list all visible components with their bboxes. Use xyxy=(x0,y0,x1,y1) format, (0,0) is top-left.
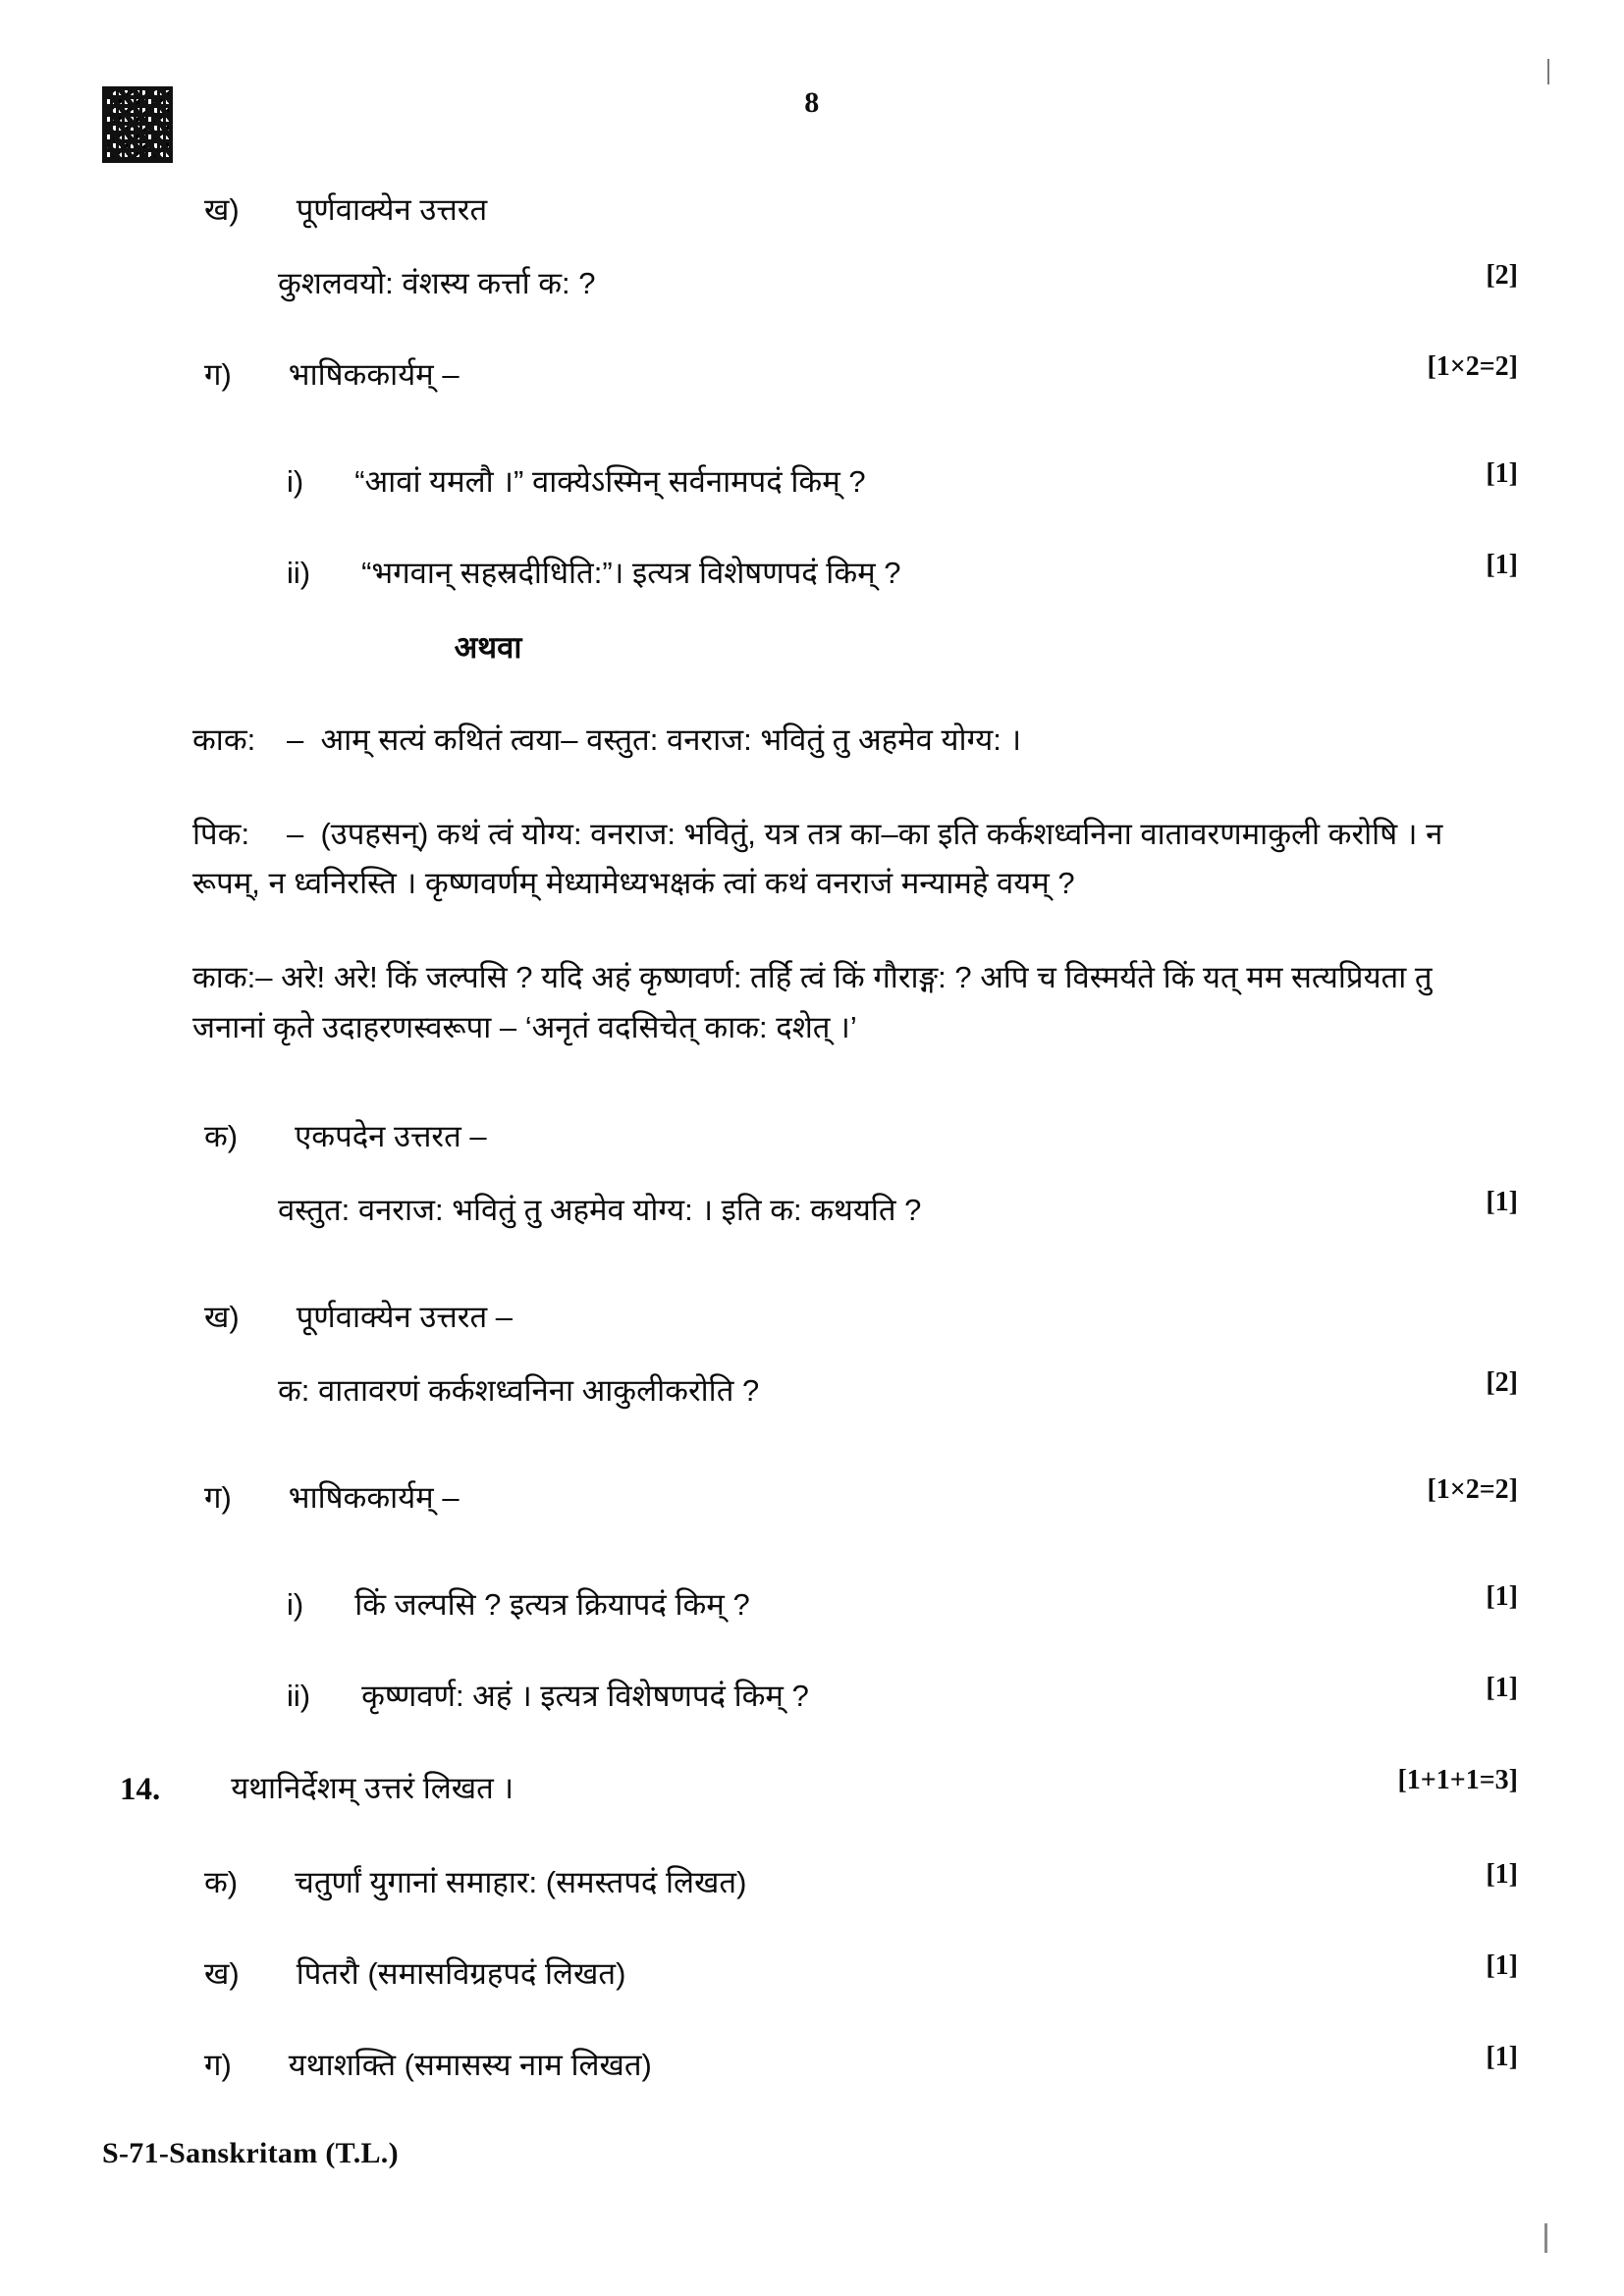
question-13b-label: ख) xyxy=(204,192,240,227)
speaker-name-pika: पिक: xyxy=(192,816,250,851)
question-2a-body xyxy=(0,1187,1624,1233)
speaker-name-kaka-2: काक: xyxy=(192,960,256,995)
dialogue-block xyxy=(0,716,1624,1052)
speaker-name-kaka-1: काक: xyxy=(192,721,256,757)
spacer xyxy=(0,398,1624,458)
dialogue-line-1 xyxy=(192,716,1624,765)
marks-13c: [1×2=2] xyxy=(1427,351,1518,383)
spacer xyxy=(0,1414,1624,1474)
marks-14c: [1] xyxy=(1486,2041,1518,2072)
question-14 xyxy=(0,1765,1624,1814)
question-2c-text: भाषिककार्यम् – xyxy=(288,1480,460,1516)
registration-mark-top xyxy=(1547,59,1549,84)
spacer xyxy=(0,1720,1624,1765)
question-13c-text: भाषिककार्यम् – xyxy=(288,357,460,393)
question-14b-text: पितरौ (समासविग्रहपदं लिखत) xyxy=(296,1955,626,1991)
spacer xyxy=(0,1521,1624,1581)
question-2b-question: क: वातावरणं कर्कशध्वनिना आकुलीकरोति ? xyxy=(278,1373,760,1409)
question-13b-body xyxy=(0,260,1624,306)
question-14c-text: यथाशक्ति (समासस्य नाम लिखत) xyxy=(288,2047,652,2082)
page-number: 8 xyxy=(804,86,820,119)
question-2b-body xyxy=(0,1367,1624,1414)
question-2a-label: क) xyxy=(204,1118,239,1153)
marks-14b: [1] xyxy=(1486,1949,1518,1981)
marks-13c-ii: [1] xyxy=(1486,550,1518,581)
marks-2b: [2] xyxy=(1486,1367,1518,1399)
spacer xyxy=(0,1997,1624,2042)
question-13c-i xyxy=(0,458,1624,505)
marks-13b: [2] xyxy=(1486,260,1518,292)
spacer xyxy=(0,1233,1624,1294)
dialogue-text-1: आम् सत्यं कथितं त्वया– वस्तुत: वनराज: भवितुं तु अहमेव योग्य: । xyxy=(320,721,1022,757)
question-13c-i-text: “आवां यमलौ ।” वाक्येऽस्मिन् सर्वनामपदं किम् ? xyxy=(354,464,866,500)
question-14b xyxy=(0,1950,1624,1997)
marks-13c-i: [1] xyxy=(1486,458,1518,490)
question-2c-i-text: किं जल्पसि ? इत्यत्र क्रियापदं किम् ? xyxy=(354,1587,750,1623)
dialogue-line-3 xyxy=(192,953,1624,1051)
question-2c xyxy=(0,1474,1624,1521)
spacer xyxy=(0,1159,1624,1187)
question-2b-label: ख) xyxy=(204,1299,240,1334)
question-13b xyxy=(0,187,1624,233)
marks-14a: [1] xyxy=(1486,1858,1518,1890)
spacer xyxy=(192,765,1624,810)
question-14c xyxy=(0,2042,1624,2088)
question-2b-text: पूर्णवाक्येन उत्तरत – xyxy=(296,1299,513,1334)
marks-2a: [1] xyxy=(1486,1186,1518,1217)
spacer xyxy=(0,233,1624,260)
dialogue-line-2 xyxy=(192,810,1624,908)
question-13c-ii-label: ii) xyxy=(287,556,311,591)
question-14a xyxy=(0,1859,1624,1905)
question-13c-ii-text: “भगवान् सहस्रदीधिति:”। इत्यत्र विशेषणपदं किम् ? xyxy=(361,556,901,591)
spacer xyxy=(192,908,1624,953)
question-14c-label: ग) xyxy=(204,2047,232,2082)
dialogue-dash-1: – xyxy=(287,721,304,757)
spacer xyxy=(0,670,1624,716)
footer-paper-code: S-71-Sanskritam (T.L.) xyxy=(102,2137,399,2169)
spacer xyxy=(0,1052,1624,1113)
question-2c-label: ग) xyxy=(204,1480,232,1516)
marks-14: [1+1+1=3] xyxy=(1397,1764,1518,1795)
question-13b-text: पूर्णवाक्येन उत्तरत xyxy=(296,192,488,227)
question-13c-i-label: i) xyxy=(287,464,304,500)
marks-2c: [1×2=2] xyxy=(1427,1474,1518,1506)
spacer xyxy=(0,1905,1624,1950)
question-14b-label: ख) xyxy=(204,1955,240,1991)
question-14a-label: क) xyxy=(204,1864,239,1899)
question-2c-ii-label: ii) xyxy=(287,1679,311,1714)
spacer xyxy=(0,1814,1624,1859)
spacer xyxy=(0,1628,1624,1673)
spacer xyxy=(0,1340,1624,1367)
question-content xyxy=(0,187,1624,2088)
marks-2c-i: [1] xyxy=(1486,1581,1518,1613)
question-2c-i xyxy=(0,1581,1624,1628)
alternative-heading: अथवा xyxy=(454,629,522,665)
question-2a-text: एकपदेन उत्तरत – xyxy=(295,1118,487,1153)
question-13c-ii xyxy=(0,550,1624,596)
question-13b-question: कुशलवयो: वंशस्य कर्त्ता क: ? xyxy=(278,266,596,301)
question-13c xyxy=(0,351,1624,398)
spacer xyxy=(0,505,1624,550)
dialogue-dash-2: – xyxy=(287,816,304,851)
registration-mark-bottom xyxy=(1544,2223,1547,2253)
question-2c-ii-text: कृष्णवर्ण: अहं । इत्यत्र विशेषणपदं किम् ? xyxy=(361,1679,809,1714)
question-2c-ii xyxy=(0,1673,1624,1719)
question-2b xyxy=(0,1294,1624,1340)
dialogue-text-2: (उपहसन्) कथं त्वं योग्य: वनराज: भवितुं, यत्र तत्र का–का इति कर्कशध्वनिना वातावरणमाकुली करोषि । न रूपम्, न ध्वनिरस्ति । कृष्णवर्णम् मेध्यामेध्यभक्षकं त्वां कथं वनराजं मन्यामहे वयम् ? xyxy=(192,816,1443,901)
spacer xyxy=(0,306,1624,351)
question-13c-label: ग) xyxy=(204,357,232,393)
dialogue-dash-3: – xyxy=(255,960,273,995)
dialogue-text-3: अरे! अरे! किं जल्पसि ? यदि अहं कृष्णवर्ण: तर्हि त्वं किं गौराङ्ग: ? अपि च विस्मर्यते किं यत् मम सत्यप्रियता तु जनानां कृते उदाहरणस्वरूपा – ‘अनृतं वदसिचेत् काक: दशेत् ।’ xyxy=(192,960,1433,1044)
question-14-text: यथानिर्देशम् उत्तरं लिखत । xyxy=(231,1770,514,1805)
question-2a-question: वस्तुत: वनराज: भवितुं तु अहमेव योग्य: । इति क: कथयति ? xyxy=(278,1192,922,1227)
question-14-number: 14. xyxy=(120,1771,161,1807)
question-14a-text: चतुर्णां युगानां समाहार: (समस्तपदं लिखत) xyxy=(295,1864,747,1899)
spacer xyxy=(0,597,1624,624)
marks-2c-ii: [1] xyxy=(1486,1673,1518,1704)
question-2c-i-label: i) xyxy=(287,1587,304,1623)
question-2a xyxy=(0,1113,1624,1159)
